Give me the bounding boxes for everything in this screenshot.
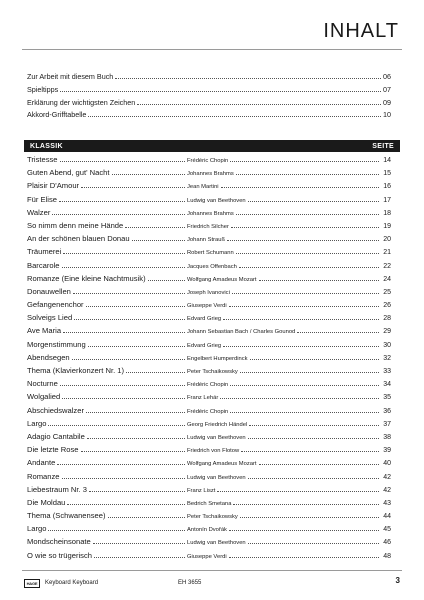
dot-leader [125, 220, 185, 228]
song-title-cell [27, 509, 187, 522]
song-title: Gefangenenchor [27, 300, 84, 310]
dot-leader [81, 444, 186, 452]
intro-title: Erklärung der wichtigsten Zeichen [27, 97, 136, 107]
song-title: So nimm denn meine Hände [27, 220, 124, 230]
intro-page: 09 [383, 97, 391, 107]
song-title-cell [27, 535, 187, 548]
song-title: An der schönen blauen Donau [27, 234, 130, 244]
song-title-cell [27, 351, 187, 364]
song-page: 33 [383, 368, 391, 375]
song-page: 37 [383, 420, 391, 428]
dot-leader [220, 391, 379, 399]
dot-leader [48, 418, 185, 426]
dot-leader [62, 471, 186, 479]
song-page: 36 [383, 407, 391, 415]
song-row [27, 193, 391, 206]
song-composer: Johann Strauß [187, 237, 226, 244]
song-page: 26 [383, 302, 391, 310]
song-row [27, 430, 391, 443]
song-title: O wie so trügerisch [27, 550, 92, 560]
song-page: 43 [383, 499, 391, 507]
publisher-logo: HAGE [24, 579, 40, 588]
song-composer: Ludwig van Beethoven [187, 197, 246, 204]
intro-row [27, 109, 391, 122]
song-row [27, 166, 391, 179]
song-row [27, 153, 391, 166]
footer [24, 576, 400, 590]
song-title-cell [27, 470, 187, 483]
intro-list [27, 71, 391, 122]
song-title: Guten Abend, gut' Nacht [27, 168, 110, 178]
song-page: 40 [383, 460, 391, 468]
song-row [27, 377, 391, 390]
song-composer: Giuseppe Verdi [187, 553, 227, 560]
dot-leader [230, 405, 379, 413]
dot-leader [248, 194, 379, 202]
dot-leader [86, 299, 185, 307]
dot-leader [62, 260, 186, 268]
song-row [27, 535, 391, 548]
dot-leader [87, 431, 185, 439]
song-title-cell [27, 364, 187, 377]
dot-leader [229, 550, 379, 558]
series-name: Keyboard Keyboard [45, 580, 99, 586]
song-title-cell [27, 153, 187, 166]
song-title-cell [27, 193, 187, 206]
dot-leader [248, 431, 379, 439]
song-title: Abschiedswalzer [27, 405, 84, 415]
song-page: 45 [383, 526, 391, 534]
song-page: 44 [383, 513, 391, 521]
song-list [27, 153, 391, 562]
dot-leader [232, 286, 379, 294]
song-composer: Ludwig van Beethoven [187, 474, 246, 481]
dot-leader [250, 352, 379, 360]
song-title-cell [27, 298, 187, 311]
song-title: Thema (Schwanensee) [27, 511, 106, 521]
dot-leader [223, 312, 379, 320]
song-composer: Engelbert Humperdinck [187, 355, 248, 362]
song-composer: Robert Schumann [187, 250, 234, 257]
song-row [27, 470, 391, 483]
composer-cell [187, 550, 381, 564]
song-row [27, 417, 391, 430]
dot-leader [137, 97, 381, 105]
song-composer: Ludwig van Beethoven [187, 434, 246, 441]
song-page: 24 [383, 275, 391, 283]
dot-leader [248, 471, 379, 479]
section-label: KLASSIK [30, 142, 63, 150]
dot-leader [259, 457, 380, 465]
song-composer: Bedrich Smetana [187, 500, 232, 507]
dot-leader [81, 180, 185, 188]
song-title-cell [27, 166, 187, 179]
song-row [27, 522, 391, 535]
dot-leader [67, 497, 185, 505]
song-title: Träumerei [27, 247, 62, 257]
song-row [27, 259, 391, 272]
song-title-cell [27, 430, 187, 443]
song-composer: Antonín Dvořák [187, 527, 227, 534]
song-composer: Franz Liszt [187, 487, 216, 494]
song-row [27, 509, 391, 522]
song-title: Für Elise [27, 194, 57, 204]
dot-leader [229, 299, 379, 307]
song-composer: Giuseppe Verdi [187, 303, 227, 310]
song-title: Barcarole [27, 260, 60, 270]
song-row [27, 443, 391, 456]
song-page: 20 [383, 236, 391, 244]
dot-leader [115, 71, 381, 79]
song-title: Liebestraum Nr. 3 [27, 484, 87, 494]
dot-leader [48, 523, 185, 531]
song-page: 42 [383, 486, 391, 494]
intro-title: Akkord-Grifftabelle [27, 110, 87, 120]
dot-leader [57, 457, 185, 465]
song-page: 14 [383, 157, 391, 164]
intro-page: 07 [383, 84, 391, 94]
song-composer: Friedrich Silcher [187, 223, 229, 230]
song-title-cell [27, 179, 187, 192]
song-row [27, 285, 391, 298]
song-title: Nocturne [27, 379, 58, 389]
song-title-cell [27, 324, 187, 337]
song-title-cell [27, 245, 187, 258]
dot-leader [63, 325, 185, 333]
song-composer: Edvard Grieg [187, 316, 222, 323]
song-row [27, 219, 391, 232]
dot-leader [248, 536, 379, 544]
song-composer: Georg Friedrich Händel [187, 421, 248, 428]
song-page: 46 [383, 539, 391, 547]
song-page: 39 [383, 447, 391, 455]
page-number: 3 [395, 576, 400, 585]
song-title-cell [27, 549, 187, 562]
song-title-cell [27, 272, 187, 285]
song-composer: Wolfgang Amadeus Mozart [187, 461, 257, 468]
song-row [27, 390, 391, 403]
dot-leader [229, 523, 379, 531]
song-composer: Friedrich von Flotow [187, 448, 240, 455]
dot-leader [62, 391, 185, 399]
dot-leader [230, 154, 379, 162]
song-page: 34 [383, 381, 391, 389]
intro-page: 06 [383, 72, 391, 81]
song-title-cell [27, 390, 187, 403]
dot-leader [297, 325, 379, 333]
dot-leader [86, 405, 185, 413]
song-title: Solveigs Lied [27, 313, 73, 323]
dot-leader [240, 510, 379, 518]
song-title: Ave Maria [27, 326, 62, 336]
song-composer: Joseph Ivanovici [187, 289, 230, 296]
dot-leader [52, 207, 185, 215]
dot-leader [259, 273, 380, 281]
song-page: 42 [383, 473, 391, 481]
song-title-cell [27, 417, 187, 430]
dot-leader [72, 352, 185, 360]
song-title-cell [27, 285, 187, 298]
song-page: 17 [383, 196, 391, 204]
dot-leader [60, 154, 185, 162]
intro-row [27, 97, 391, 110]
song-page: 18 [383, 209, 391, 217]
song-composer: Frédéric Chopin [187, 408, 229, 415]
song-composer: Johann Sebastian Bach / Charles Gounod [187, 329, 296, 336]
dot-leader [217, 484, 379, 492]
song-page: 15 [383, 170, 391, 178]
intro-row [27, 84, 391, 97]
order-number: EH 3655 [178, 580, 202, 586]
dot-leader [230, 378, 379, 386]
song-title: Tristesse [27, 155, 58, 164]
dot-leader [236, 167, 379, 175]
song-page: 29 [383, 328, 391, 336]
song-title-cell [27, 232, 187, 245]
song-composer: Ludwig van Beethoven [187, 540, 246, 547]
song-title: Morgenstimmung [27, 339, 86, 349]
song-row [27, 456, 391, 469]
song-row [27, 311, 391, 324]
song-composer: Wolfgang Amadeus Mozart [187, 276, 257, 283]
song-title: Wolgalied [27, 392, 61, 402]
song-page: 19 [383, 222, 391, 230]
dot-leader [59, 194, 185, 202]
song-title: Romanze [27, 471, 60, 481]
song-row [27, 338, 391, 351]
song-title-cell [27, 311, 187, 324]
song-title: Thema (Klavierkonzert Nr. 1) [27, 366, 125, 375]
dot-leader [94, 550, 185, 558]
dot-leader [223, 339, 379, 347]
dot-leader [63, 246, 185, 254]
song-page: 28 [383, 315, 391, 323]
song-composer: Franz Lehár [187, 395, 219, 402]
song-composer: Peter Tschaikowsky [187, 369, 238, 375]
song-title-cell [27, 496, 187, 509]
dot-leader [74, 312, 185, 320]
song-row [27, 404, 391, 417]
song-title-cell [27, 522, 187, 535]
intro-title: Zur Arbeit mit diesem Buch [27, 72, 114, 81]
dot-leader [240, 365, 379, 373]
dot-leader [126, 365, 185, 373]
song-title: Abendsegen [27, 352, 70, 362]
song-row [27, 206, 391, 219]
song-page: 16 [383, 183, 391, 191]
dot-leader [221, 180, 379, 188]
song-title: Donauwellen [27, 286, 71, 296]
song-title-cell [27, 219, 187, 232]
song-page: 22 [383, 262, 391, 270]
song-title: Romanze (Eine kleine Nachtmusik) [27, 273, 146, 283]
dot-leader [236, 246, 379, 254]
song-row [27, 549, 391, 562]
song-title-cell [27, 259, 187, 272]
dot-leader [60, 84, 381, 92]
song-page: 21 [383, 249, 391, 257]
song-composer: Frédéric Chopin [187, 158, 229, 164]
song-composer: Peter Tschaikowsky [187, 514, 238, 521]
song-composer: Jacques Offenbach [187, 263, 237, 270]
song-title-cell [27, 377, 187, 390]
song-title: Walzer [27, 207, 51, 217]
song-page: 32 [383, 354, 391, 362]
song-title-cell [27, 456, 187, 469]
song-row [27, 351, 391, 364]
song-composer: Frédéric Chopin [187, 382, 229, 389]
song-row [27, 232, 391, 245]
dot-leader [112, 167, 185, 175]
intro-row [27, 71, 391, 84]
title-divider [22, 49, 402, 50]
song-composer: Johannes Brahms [187, 171, 234, 178]
song-title: Die Moldau [27, 497, 66, 507]
dot-leader [227, 233, 379, 241]
song-title-cell [27, 483, 187, 496]
song-page: 38 [383, 433, 391, 441]
dot-leader [60, 378, 185, 386]
dot-leader [89, 484, 185, 492]
song-row [27, 364, 391, 377]
footer-divider [22, 570, 402, 571]
song-row [27, 483, 391, 496]
dot-leader [241, 444, 379, 452]
song-row [27, 245, 391, 258]
intro-title: Spieltipps [27, 84, 59, 94]
song-composer: Jean Martini [187, 184, 219, 191]
song-title-cell [27, 206, 187, 219]
song-row [27, 179, 391, 192]
dot-leader [88, 109, 381, 117]
song-composer: Edvard Grieg [187, 342, 222, 349]
song-title: Largo [27, 418, 47, 428]
song-title: Plaisir D'Amour [27, 181, 80, 191]
dot-leader [236, 207, 379, 215]
dot-leader [93, 536, 185, 544]
dot-leader [231, 220, 379, 228]
section-page-label: SEITE [372, 142, 394, 150]
song-page: 48 [383, 552, 391, 560]
song-title-cell [27, 443, 187, 456]
song-page: 30 [383, 341, 391, 349]
dot-leader [73, 286, 185, 294]
page-title: INHALT [323, 20, 399, 42]
song-title: Die letzte Rose [27, 445, 79, 455]
dot-leader [88, 339, 185, 347]
song-row [27, 496, 391, 509]
section-header [24, 140, 400, 152]
dot-leader [249, 418, 379, 426]
song-title: Adagio Cantabile [27, 431, 85, 441]
song-row [27, 324, 391, 337]
dot-leader [239, 260, 379, 268]
dot-leader [148, 273, 185, 281]
song-row [27, 272, 391, 285]
song-title: Mondscheinsonate [27, 537, 91, 547]
song-page: 35 [383, 394, 391, 402]
intro-page: 10 [383, 110, 391, 120]
song-title: Andante [27, 458, 56, 468]
song-title-cell [27, 338, 187, 351]
song-page: 25 [383, 288, 391, 296]
song-title-cell [27, 404, 187, 417]
dot-leader [233, 497, 379, 505]
song-row [27, 298, 391, 311]
dot-leader [108, 510, 185, 518]
song-title: Largo [27, 524, 47, 534]
dot-leader [132, 233, 185, 241]
song-composer: Johannes Brahms [187, 210, 234, 217]
